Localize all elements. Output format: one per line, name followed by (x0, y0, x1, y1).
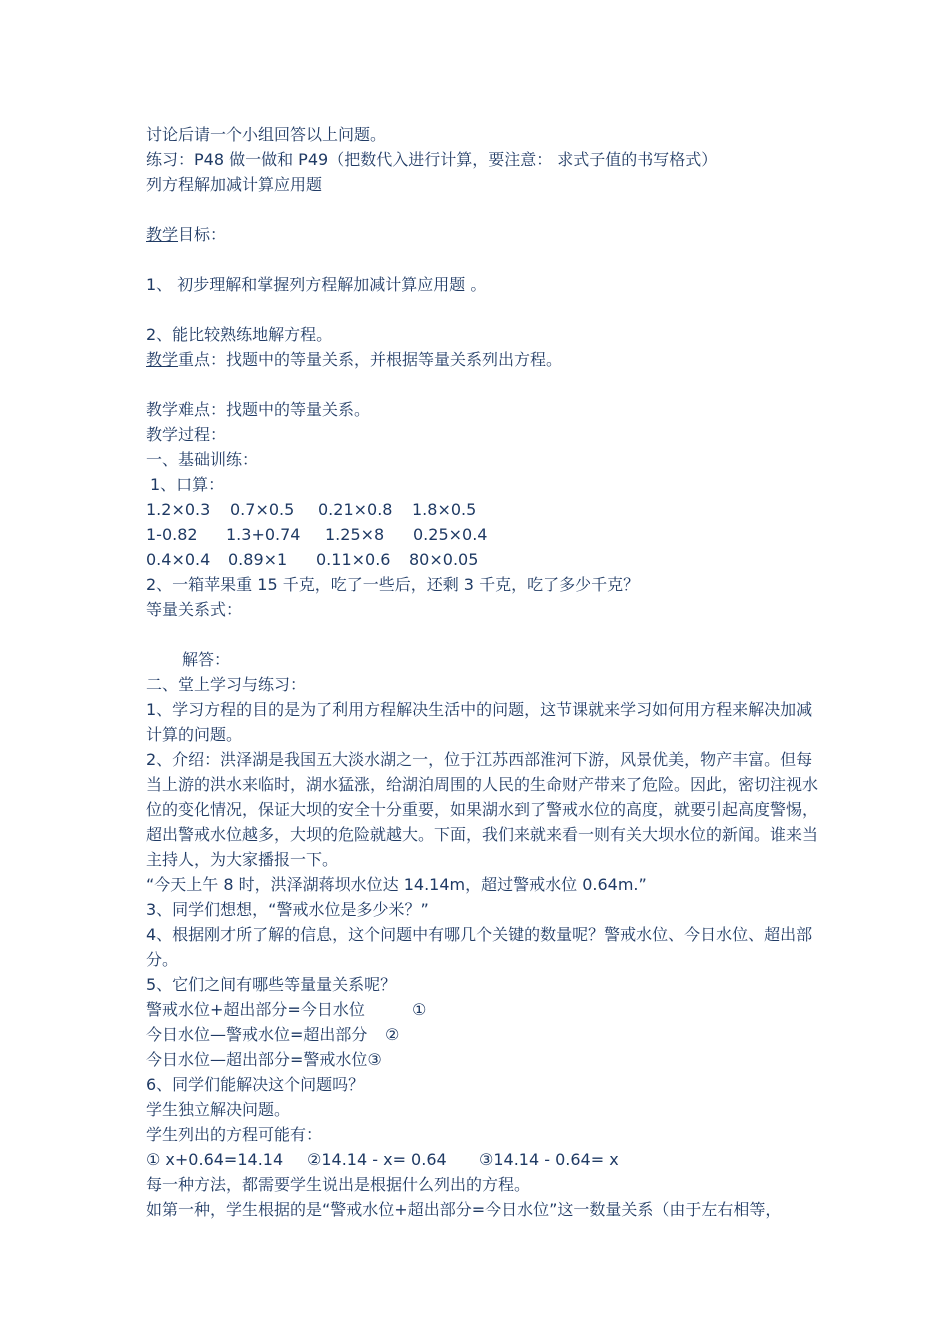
blank-line (146, 247, 826, 272)
paragraph-1: 1、学习方程的目的是为了利用方程解决生活中的问题，这节课就来学习如何用方程来解决加减计算的问题。 (146, 700, 813, 744)
relation-text: 警戒水位+超出部分=今日水位 (146, 1000, 365, 1019)
equation-2: ②14.14 - x= 0.64 (307, 1150, 447, 1169)
calc-row-3 (146, 547, 826, 572)
paragraph-3: 3、同学们想想，“警戒水位是多少米？” (146, 900, 429, 919)
section-title: 列方程解加减计算应用题 (146, 175, 323, 194)
paragraph-6: 6、同学们能解决这个问题吗？ (146, 1075, 365, 1094)
solve-line: 学生独立解决问题。 (146, 1100, 291, 1119)
calc-item: 1.8×0.5 (412, 500, 477, 519)
teaching-goals-heading (146, 222, 826, 247)
possible-equations-label: 学生列出的方程可能有： (146, 1125, 323, 1144)
calc-item: 0.11×0.6 (316, 550, 391, 569)
equation-3: ③14.14 - 0.64= x (479, 1150, 619, 1169)
text-line: 讨论后请一个小组回答以上问题。 (146, 125, 387, 144)
text-line: 练习：P48 做一做和 P49（把数代入进行计算，要注意： 求式子值的书写格式） (146, 150, 718, 169)
blank-line (146, 372, 826, 397)
first-method-line: 如第一种，学生根据的是“警戒水位+超出部分=今日水位”这一数量关系（由于左右相等， (146, 1200, 782, 1219)
calc-item: 1.25×8 (325, 525, 385, 544)
teaching-process-heading: 教学过程： (146, 425, 227, 444)
underlined-word: 教学 (146, 225, 179, 244)
paragraph-5: 5、它们之间有哪些等量量关系呢？ (146, 975, 397, 994)
relation-2 (146, 1022, 826, 1047)
calc-item: 1.3+0.74 (226, 525, 301, 544)
news-quote: “今天上午 8 时，洪泽湖蒋坝水位达 14.14m，超过警戒水位 0.64m.” (146, 875, 647, 894)
goal-item: 1、 初步理解和掌握列方程解加减计算应用题 。 (146, 275, 487, 294)
paragraph-4: 4、根据刚才所了解的信息，这个问题中有哪几个关键的数量呢？警戒水位、今日水位、超出部分。 (146, 925, 813, 969)
paragraph-2: 2、介绍：洪泽湖是我国五大淡水湖之一，位于江苏西部淮河下游，风景优美，物产丰富。但每当上游的洪水来临时，湖水猛涨，给湖泊周围的人民的生命财产带来了危险。因此，密切注视水位的变化情况，保证大坝的安全十分重要，如果湖水到了警戒水位的高度，就要引起高度警惕，超出警戒水位越多，大坝的危险就越大。下面，我们来就来看一则有关大坝水位的新闻。谁来当主持人，为大家播报一下。 (146, 750, 819, 869)
blank-line (146, 197, 826, 222)
document-body (146, 122, 826, 1222)
relation-mark: ② (385, 1025, 400, 1044)
calc-item: 0.25×0.4 (413, 525, 488, 544)
relation-1 (146, 997, 826, 1022)
calc-item: 0.4×0.4 (146, 550, 211, 569)
oral-calc-heading: 1、口算： (150, 475, 225, 494)
calc-item: 1-0.82 (146, 525, 198, 544)
goal-item: 2、能比较熟练地解方程。 (146, 325, 333, 344)
calc-row-1 (146, 497, 826, 522)
part-two-heading: 二、堂上学习与练习： (146, 675, 307, 694)
each-method-line: 每一种方法，都需要学生说出是根据什么列出的方程。 (146, 1175, 531, 1194)
calc-item: 80×0.05 (409, 550, 479, 569)
equation-1: ① x+0.64=14.14 (146, 1150, 284, 1169)
question-two: 2、一箱苹果重 15 千克，吃了一些后，还剩 3 千克，吃了多少千克？ (146, 575, 640, 594)
relation-mark: ① (412, 1000, 427, 1019)
underlined-word: 教学 (146, 350, 179, 369)
calc-item: 0.21×0.8 (318, 500, 393, 519)
part-one-heading: 一、基础训练： (146, 450, 259, 469)
calc-item: 1.2×0.3 (146, 500, 211, 519)
teaching-key-point (146, 347, 826, 372)
relation-text: 今日水位—警戒水位=超出部分 (146, 1025, 368, 1044)
calc-item: 0.7×0.5 (230, 500, 295, 519)
equations-row (146, 1147, 826, 1172)
key-point-rest: 重点：找题中的等量关系，并根据等量关系列出方程。 (178, 350, 563, 369)
blank-line (146, 297, 826, 322)
answer-label: 解答： (182, 650, 231, 669)
equality-relation-label: 等量关系式： (146, 600, 243, 619)
relation-3: 今日水位—超出部分=警戒水位③ (146, 1050, 382, 1069)
heading-rest: 目标： (178, 225, 227, 244)
calc-row-2 (146, 522, 826, 547)
blank-line (146, 622, 826, 647)
calc-item: 0.89×1 (228, 550, 288, 569)
teaching-difficulty: 教学难点：找题中的等量关系。 (146, 400, 371, 419)
